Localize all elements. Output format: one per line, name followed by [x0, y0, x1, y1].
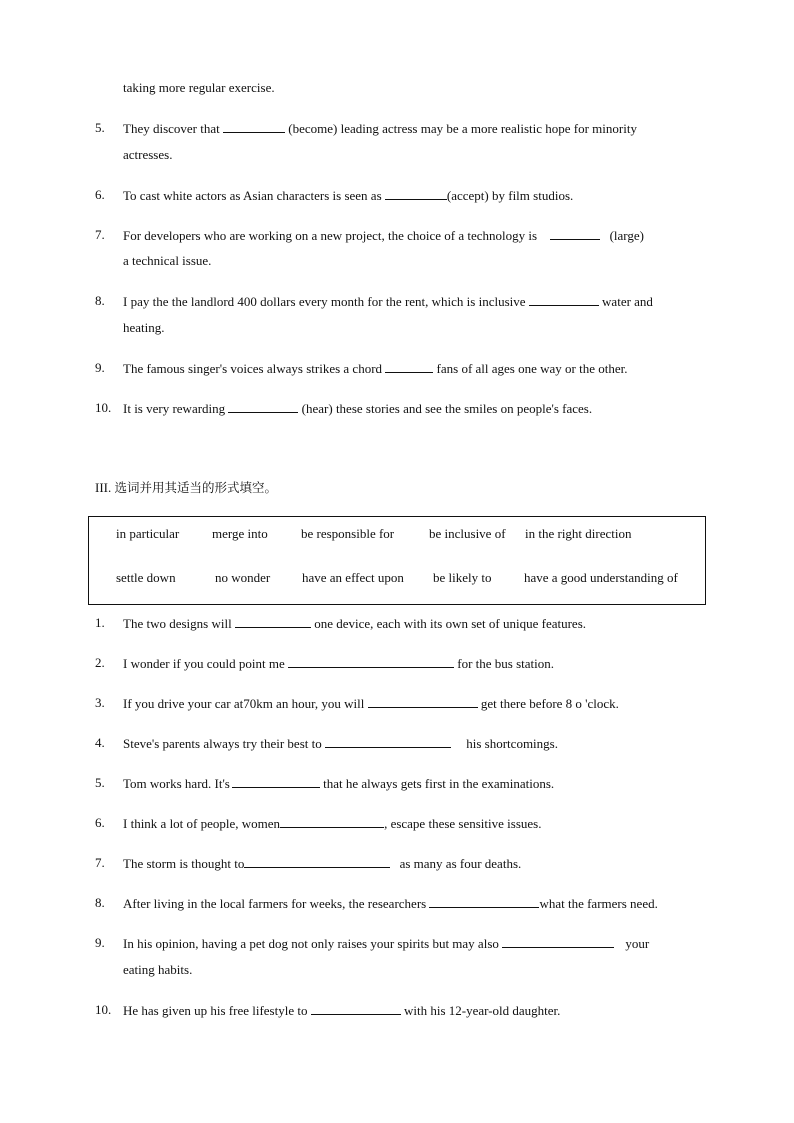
question-continuation: a technical issue.	[123, 253, 212, 268]
question-text: The two designs will	[123, 616, 232, 631]
question-text: get there before 8 o 'clock.	[480, 696, 619, 711]
item-number: 9.	[95, 935, 105, 950]
item-number: 6.	[95, 187, 105, 202]
item-number: 8.	[95, 895, 105, 910]
question-line	[123, 360, 628, 377]
question-text: (accept) by film studios.	[446, 188, 574, 203]
answer-blank[interactable]	[429, 895, 539, 908]
question-line	[123, 187, 573, 204]
item-number: 10.	[95, 400, 112, 415]
item-number: 9.	[95, 360, 105, 375]
question-line	[123, 615, 586, 632]
question-line	[123, 695, 619, 712]
item-number: 8.	[95, 293, 105, 308]
question-text: one device, each with its own set of unique features.	[314, 616, 587, 631]
question-text: After living in the local farmers for weeks, the researchers	[123, 896, 427, 911]
word-bank-item: merge into	[212, 526, 268, 541]
word-bank-item: no wonder	[215, 570, 271, 585]
question-line	[123, 935, 649, 952]
item-number: 5.	[95, 775, 105, 790]
question-line	[123, 895, 658, 912]
question-text: He has given up his free lifestyle to	[123, 1003, 308, 1018]
item-number: 10.	[95, 1002, 112, 1017]
question-line	[123, 400, 592, 417]
question-text: fans of all ages one way or the other.	[436, 361, 628, 376]
question-text: If you drive your car at70km an hour, you will	[123, 696, 365, 711]
question-text: your	[625, 936, 650, 951]
question-text: (large)	[609, 228, 644, 243]
item-number: 4.	[95, 735, 105, 750]
answer-blank[interactable]	[385, 360, 433, 373]
question-text: as many as four deaths.	[399, 856, 522, 871]
question-text: It is very rewarding	[123, 401, 226, 416]
question-text: his shortcomings.	[466, 736, 558, 751]
continued-line: taking more regular exercise.	[123, 80, 275, 95]
question-line	[123, 855, 521, 872]
question-text: that he always gets first in the examinations.	[323, 776, 555, 791]
question-text: what the farmers need.	[539, 896, 658, 911]
answer-blank[interactable]	[235, 615, 311, 628]
word-bank-item: be responsible for	[301, 526, 395, 541]
word-bank-item: be inclusive of	[429, 526, 506, 541]
word-bank	[88, 516, 706, 605]
question-text: The famous singer's voices always strikes a chord	[123, 361, 383, 376]
answer-blank[interactable]	[288, 655, 454, 668]
question-text: water and	[602, 294, 653, 309]
item-number: 6.	[95, 815, 105, 830]
answer-blank[interactable]	[368, 695, 478, 708]
question-text: Tom works hard. It's	[123, 776, 230, 791]
question-line	[123, 1002, 560, 1019]
question-line	[123, 735, 558, 752]
section-instruction: 选词并用其适当的形式填空。	[114, 480, 278, 495]
question-text: for the bus station.	[457, 656, 555, 671]
answer-blank[interactable]	[280, 815, 384, 828]
question-line	[123, 655, 554, 672]
question-line	[123, 227, 644, 244]
section-heading	[95, 480, 277, 496]
question-text: For developers who are working on a new project, the choice of a technology is	[123, 228, 538, 243]
item-number: 5.	[95, 120, 105, 135]
question-text: (hear) these stories and see the smiles on people's faces.	[301, 401, 593, 416]
answer-blank[interactable]	[228, 400, 298, 413]
item-number: 3.	[95, 695, 105, 710]
question-line	[123, 293, 653, 310]
answer-blank[interactable]	[223, 120, 285, 133]
question-text: Steve's parents always try their best to	[123, 736, 322, 751]
word-bank-item: in particular	[116, 526, 180, 541]
question-continuation: eating habits.	[123, 962, 193, 977]
item-number: 2.	[95, 655, 105, 670]
question-text: To cast white actors as Asian characters is seen as	[123, 188, 382, 203]
question-line	[123, 120, 699, 137]
word-bank-item: settle down	[116, 570, 176, 585]
word-bank-item: have a good understanding of	[524, 570, 678, 585]
question-text: In his opinion, having a pet dog not only raises your spirits but may also	[123, 936, 499, 951]
item-number: 1.	[95, 615, 105, 630]
answer-blank[interactable]	[244, 855, 390, 868]
question-text: I think a lot of people, women	[123, 816, 281, 831]
question-text: I wonder if you could point me	[123, 656, 285, 671]
answer-blank[interactable]	[502, 935, 614, 948]
section-numeral: III.	[95, 480, 112, 495]
question-text: They discover that	[123, 121, 220, 136]
question-text: with his 12-year-old daughter.	[403, 1003, 561, 1018]
question-continuation: actresses.	[123, 147, 173, 162]
item-number: 7.	[95, 227, 105, 242]
question-line	[123, 815, 541, 832]
answer-blank[interactable]	[385, 187, 447, 200]
answer-blank[interactable]	[311, 1002, 401, 1015]
question-text: , escape these sensitive issues.	[384, 816, 542, 831]
answer-blank[interactable]	[325, 735, 451, 748]
word-bank-item: have an effect upon	[302, 570, 404, 585]
question-text: I pay the the landlord 400 dollars every month for the rent, which is inclusive	[123, 294, 526, 309]
question-text: (become) leading actress may be a more realistic hope for minority	[288, 121, 637, 136]
question-text: The storm is thought to	[123, 856, 245, 871]
answer-blank[interactable]	[529, 293, 599, 306]
answer-blank[interactable]	[550, 227, 600, 240]
word-bank-item: in the right direction	[525, 526, 632, 541]
question-continuation: heating.	[123, 320, 165, 335]
word-bank-item: be likely to	[433, 570, 492, 585]
item-number: 7.	[95, 855, 105, 870]
question-line	[123, 775, 554, 792]
answer-blank[interactable]	[232, 775, 320, 788]
